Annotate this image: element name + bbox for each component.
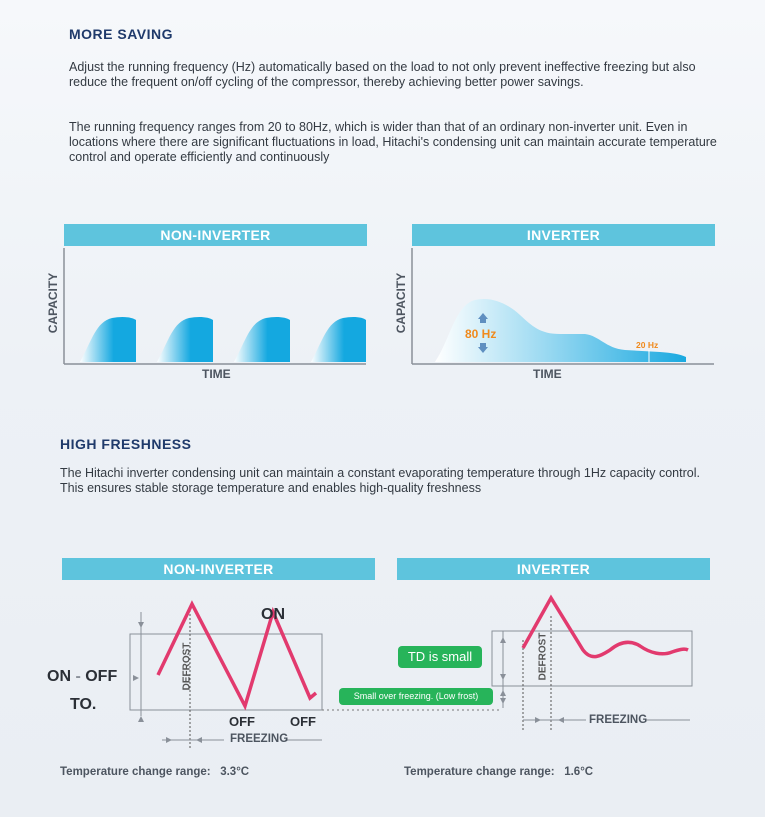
on-off-separator: - bbox=[75, 668, 81, 685]
non-inverter-y-axis-label: CAPACITY bbox=[46, 272, 60, 334]
inverter-capacity-header: INVERTER bbox=[412, 224, 715, 246]
right-temperature-range bbox=[404, 766, 593, 778]
non-inverter-freezing-label: FREEZING bbox=[230, 733, 289, 745]
left-range-value: 3.3 bbox=[220, 766, 237, 778]
right-range-unit: °C bbox=[580, 766, 594, 778]
inverter-temperature-header: INVERTER bbox=[397, 558, 710, 580]
section-heading-freshness: HIGH FRESHNESS bbox=[60, 436, 192, 452]
right-range-value: 1.6 bbox=[564, 766, 581, 778]
left-temperature-range bbox=[60, 766, 249, 778]
off-label-1: OFF bbox=[229, 714, 255, 729]
inverter-freezing-label: FREEZING bbox=[589, 714, 648, 726]
left-range-unit: °C bbox=[236, 766, 250, 778]
to-label: TO. bbox=[70, 696, 97, 713]
on-off-on: ON bbox=[47, 668, 71, 685]
on-label: ON bbox=[261, 606, 285, 623]
section-heading-saving: MORE SAVING bbox=[69, 26, 174, 42]
saving-paragraph-2: The running frequency ranges from 20 to 80Hz, which is wider than that of an ordinary non-inverter unit. Even in locations where there are significant fluctuations in load, Hitachi's condensing unit can maintain accurate temperature control and operate efficiently and continuously bbox=[69, 120, 717, 164]
inverter-x-axis-label: TIME bbox=[533, 367, 562, 381]
non-inverter-temperature-header: NON-INVERTER bbox=[62, 558, 375, 580]
left-range-label: Temperature change range: bbox=[60, 766, 211, 778]
small-over-freezing-badge: Small over freezing. (Low frost) bbox=[339, 688, 493, 705]
right-range-label: Temperature change range: bbox=[404, 766, 555, 778]
non-inverter-defrost-label: DEFROST bbox=[181, 642, 193, 691]
hz-high-label: 80 Hz bbox=[465, 327, 497, 341]
on-off-off: OFF bbox=[85, 668, 118, 685]
hz-low-label: 20 Hz bbox=[636, 340, 659, 350]
non-inverter-x-axis-label: TIME bbox=[202, 367, 231, 381]
non-inverter-pulses bbox=[80, 317, 366, 362]
non-inverter-capacity-header: NON-INVERTER bbox=[64, 224, 367, 246]
inverter-defrost-label: DEFROST bbox=[537, 632, 549, 681]
td-small-badge: TD is small bbox=[398, 646, 482, 668]
inverter-y-axis-label: CAPACITY bbox=[394, 272, 408, 334]
off-label-2: OFF bbox=[290, 714, 316, 729]
freshness-paragraph: The Hitachi inverter condensing unit can maintain a constant evaporating temperature through 1Hz capacity control. This ensures stable storage temperature and enables high-quality freshness bbox=[60, 466, 700, 495]
saving-paragraph-1: Adjust the running frequency (Hz) automatically based on the load to not only prevent ineffective freezing but also reduce the frequent on/off cycling of the compressor, thereby achieving better power savings. bbox=[69, 60, 696, 89]
on-off-label bbox=[47, 668, 117, 686]
